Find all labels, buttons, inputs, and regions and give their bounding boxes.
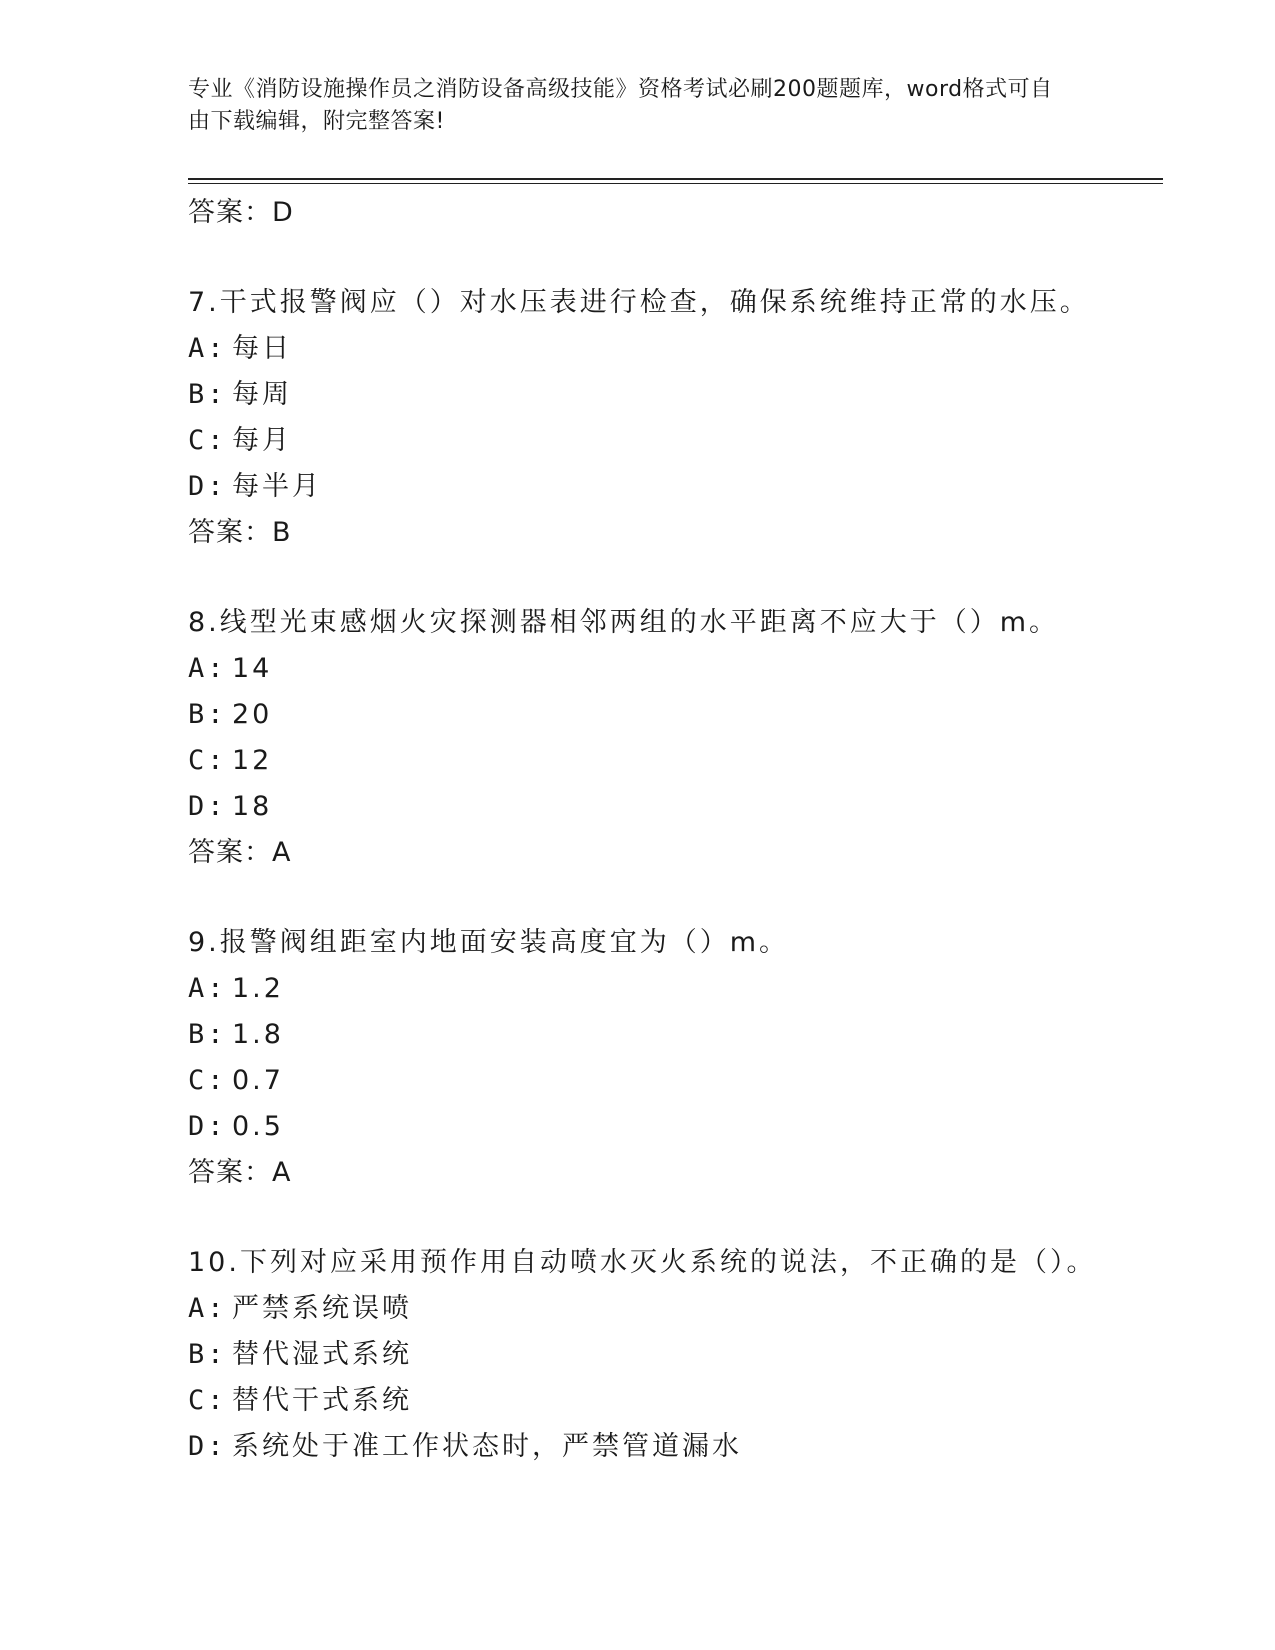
option-text: 1.8 [232,1019,284,1050]
option-key: A: [188,973,227,1004]
question-item [188,280,1148,556]
question-list [188,190,1148,1470]
option-text: 每月 [232,425,292,456]
option-key: A: [188,333,227,364]
option-d [188,1424,1148,1470]
answer-line: 答案：D [188,197,294,228]
option-text: 替代湿式系统 [232,1339,412,1370]
option-c [188,738,1148,784]
option-key: B: [188,1339,227,1370]
option-b [188,372,1148,418]
option-a [188,1286,1148,1332]
question-item [188,1240,1148,1470]
option-c [188,418,1148,464]
option-text: 0.7 [232,1065,284,1096]
option-c [188,1378,1148,1424]
question-item [188,920,1148,1196]
option-a [188,966,1148,1012]
option-text: 18 [232,791,273,822]
answer-line: 答案：A [188,1157,292,1188]
option-text: 每半月 [232,471,322,502]
option-text: 1.2 [232,973,284,1004]
option-key: C: [188,1385,227,1416]
option-text: 每周 [232,379,292,410]
answer-line: 答案：A [188,837,292,868]
option-key: B: [188,699,227,730]
option-b [188,692,1148,738]
question-stem: 9.报警阀组距室内地面安装高度宜为（）m。 [188,927,790,958]
option-text: 0.5 [232,1111,284,1142]
option-key: C: [188,425,227,456]
question-item [188,600,1148,876]
option-key: D: [188,791,227,822]
option-text: 14 [232,653,273,684]
document-header: 专业《消防设施操作员之消防设备高级技能》资格考试必刷200题题库，word格式可自由下载编辑，附完整答案! [188,77,1053,134]
option-text: 20 [232,699,273,730]
option-key: A: [188,653,227,684]
option-key: D: [188,471,227,502]
option-a [188,646,1148,692]
option-key: D: [188,1431,227,1462]
option-text: 系统处于准工作状态时，严禁管道漏水 [232,1431,742,1462]
question-stem: 7.干式报警阀应（）对水压表进行检查，确保系统维持正常的水压。 [188,287,1090,318]
option-text: 每日 [232,333,292,364]
option-key: A: [188,1293,227,1324]
option-b [188,1332,1148,1378]
option-key: B: [188,379,227,410]
option-key: C: [188,745,227,776]
option-a [188,326,1148,372]
option-d [188,464,1148,510]
option-text: 严禁系统误喷 [232,1293,412,1324]
option-key: D: [188,1111,227,1142]
header-divider-thick [188,178,1163,180]
option-c [188,1058,1148,1104]
question-stem: 8.线型光束感烟火灾探测器相邻两组的水平距离不应大于（）m。 [188,607,1060,638]
option-d [188,784,1148,830]
option-key: B: [188,1019,227,1050]
option-text: 替代干式系统 [232,1385,412,1416]
option-b [188,1012,1148,1058]
option-key: C: [188,1065,227,1096]
question-stem: 10.下列对应采用预作用自动喷水灭火系统的说法，不正确的是（）。 [188,1247,1097,1278]
option-text: 12 [232,745,273,776]
header-divider-thin [188,183,1163,184]
answer-line: 答案：B [188,517,292,548]
option-d [188,1104,1148,1150]
